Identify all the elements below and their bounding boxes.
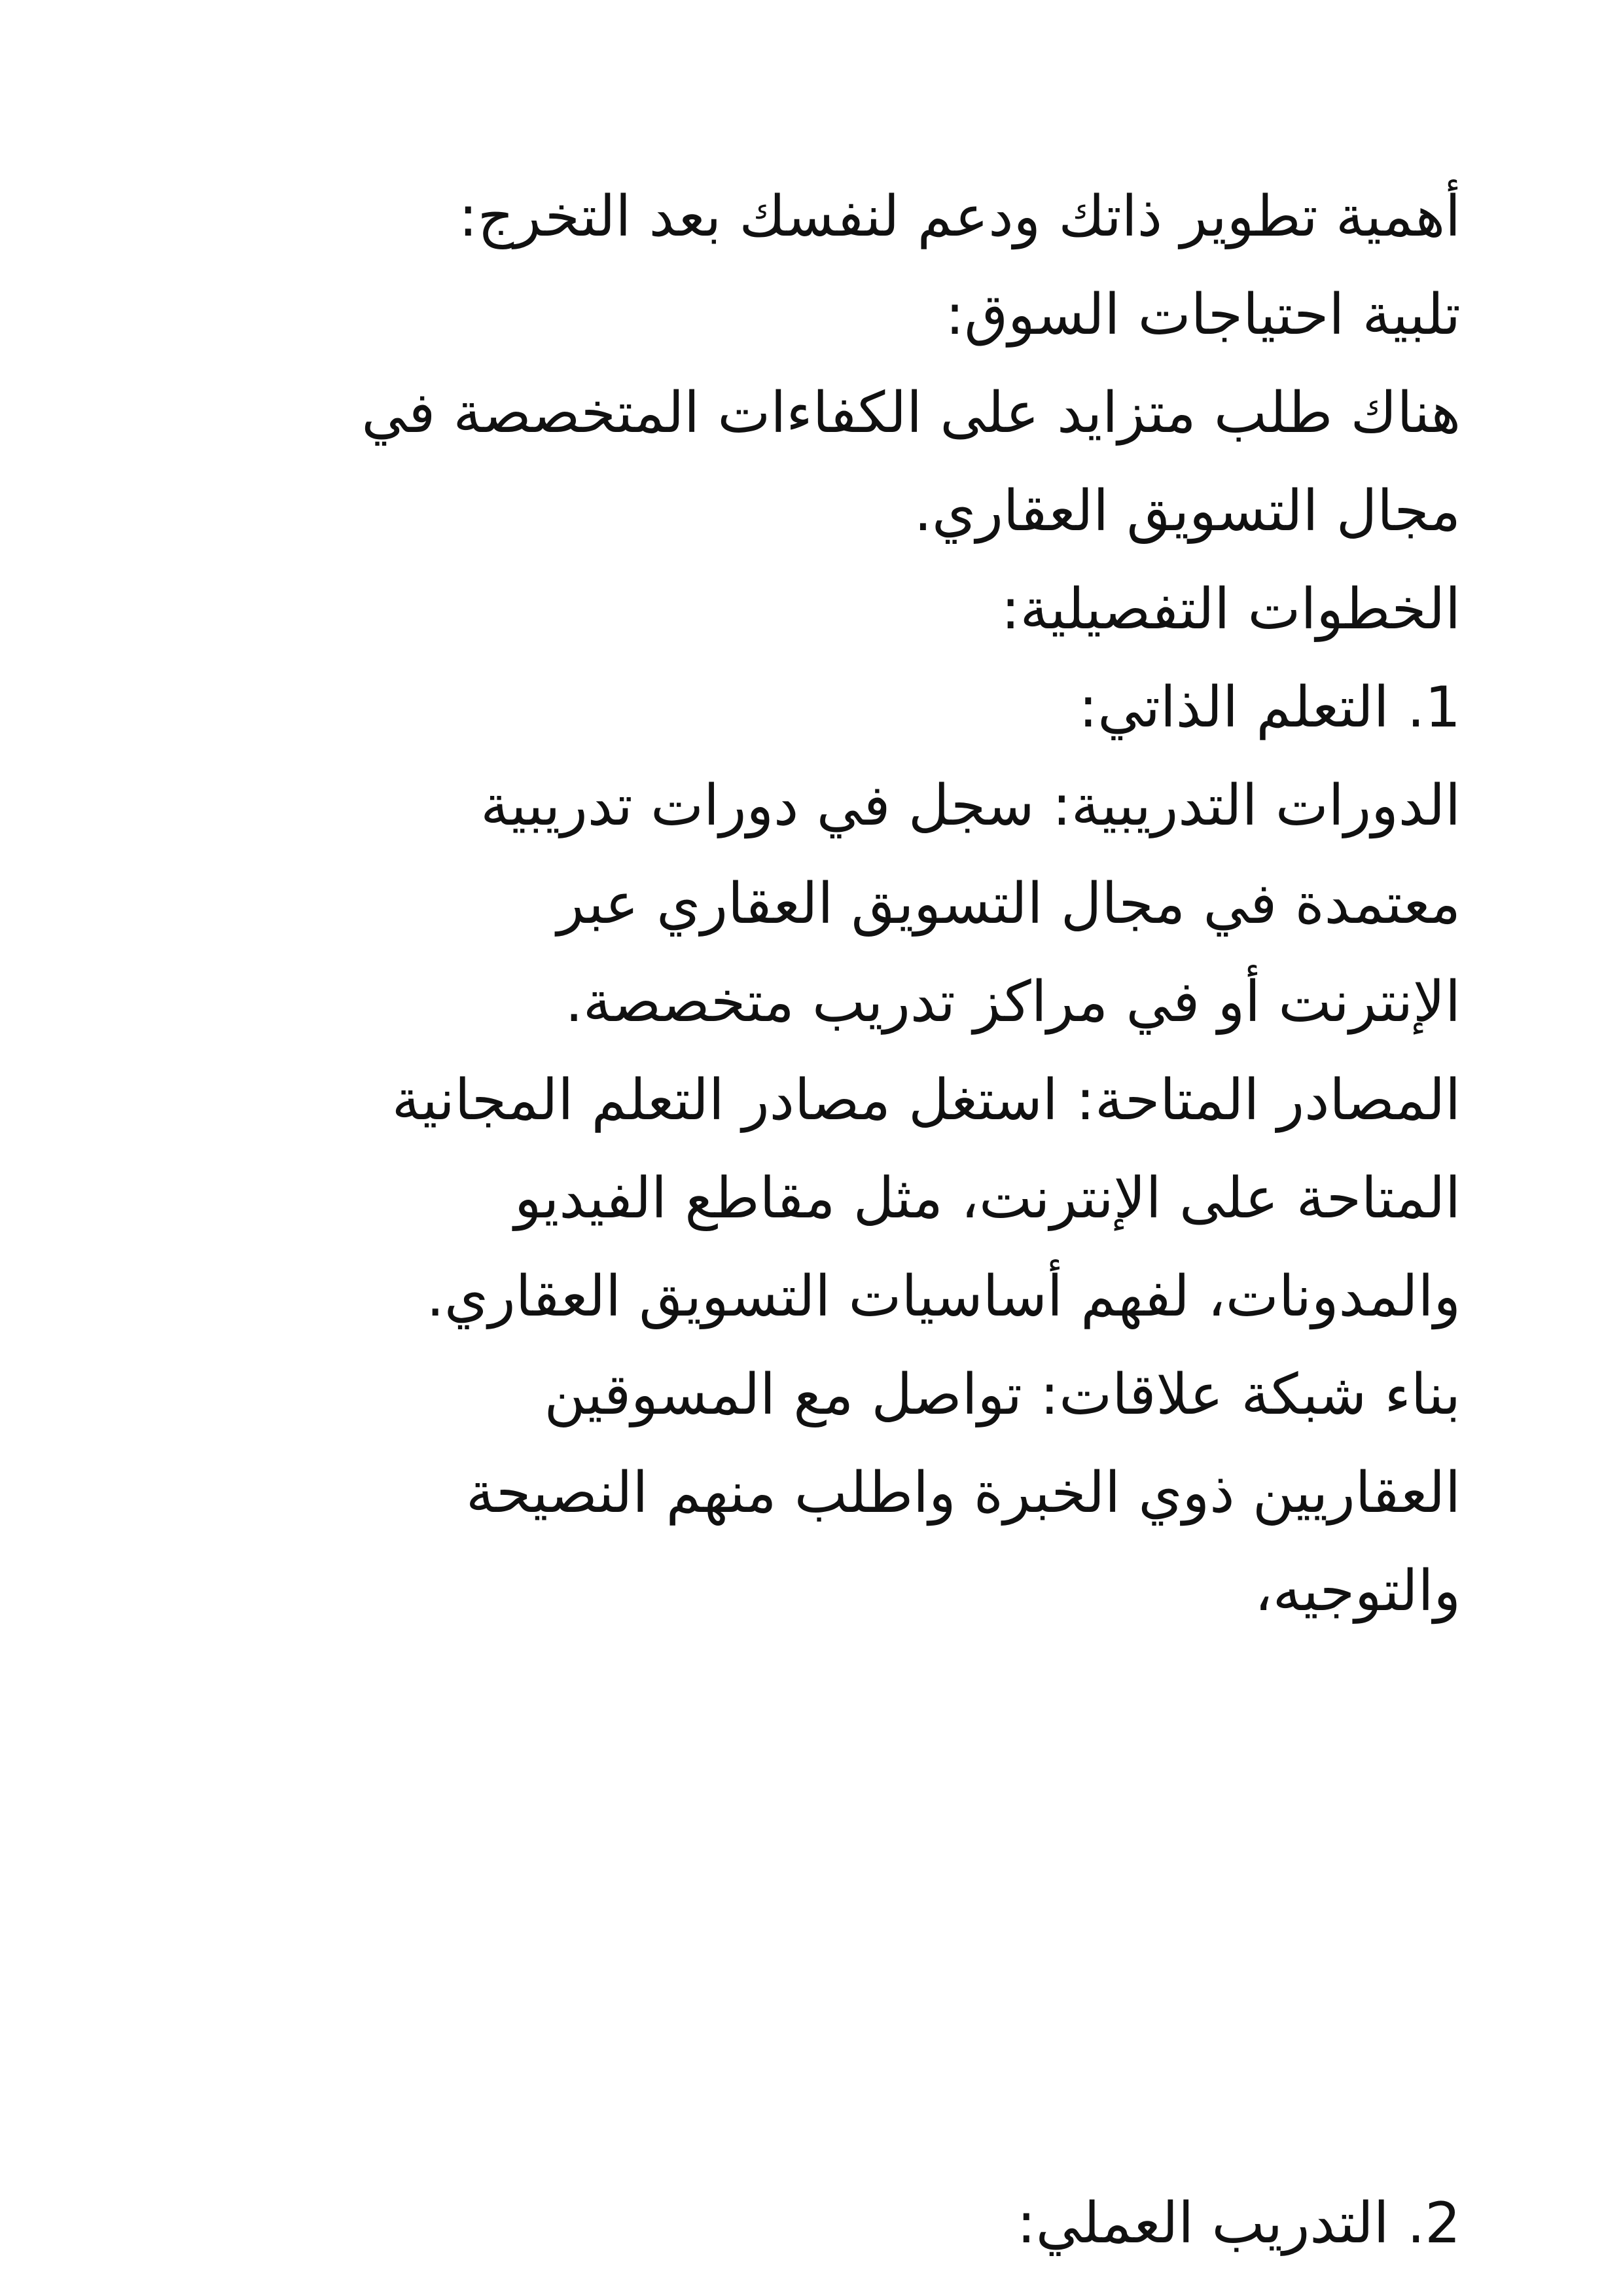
paragraph-line: بناء شبكة علاقات: تواصل مع المسوقين: [544, 1362, 1461, 1427]
paragraph-line: مجال التسويق العقاري.: [914, 478, 1461, 544]
paragraph-line: والمدونات، لفهم أساسيات التسويق العقاري.: [426, 1264, 1461, 1329]
step-1-heading: 1. التعلم الذاتي:: [1079, 675, 1461, 740]
document-body: [139, 168, 1461, 1640]
section-heading-market-needs: تلبية احتياجات السوق:: [945, 282, 1461, 348]
paragraph-line: المتاحة على الإنترنت، مثل مقاطع الفيديو: [514, 1166, 1461, 1231]
paragraph-line: هناك طلب متزايد على الكفاءات المتخصصة في: [361, 380, 1461, 446]
paragraph-line: معتمدة في مجال التسويق العقاري عبر: [557, 871, 1461, 937]
paragraph-line: الدورات التدريبية: سجل في دورات تدريبية: [480, 773, 1461, 838]
section-heading-detailed-steps: الخطوات التفصيلية:: [1001, 577, 1461, 642]
paragraph-line: الإنترنت أو في مراكز تدريب متخصصة.: [565, 969, 1461, 1035]
paragraph-line: العقاريين ذوي الخبرة واطلب منهم النصيحة: [466, 1460, 1461, 1526]
step-2-heading: 2. التدريب العملي:: [1016, 2191, 1461, 2256]
document-title: أهمية تطوير ذاتك ودعم لنفسك بعد التخرج:: [458, 184, 1461, 249]
paragraph-line: والتوجيه،: [1255, 1558, 1461, 1624]
paragraph-line: المصادر المتاحة: استغل مصادر التعلم المجانية: [391, 1067, 1461, 1133]
section-2: [139, 2174, 1461, 2272]
